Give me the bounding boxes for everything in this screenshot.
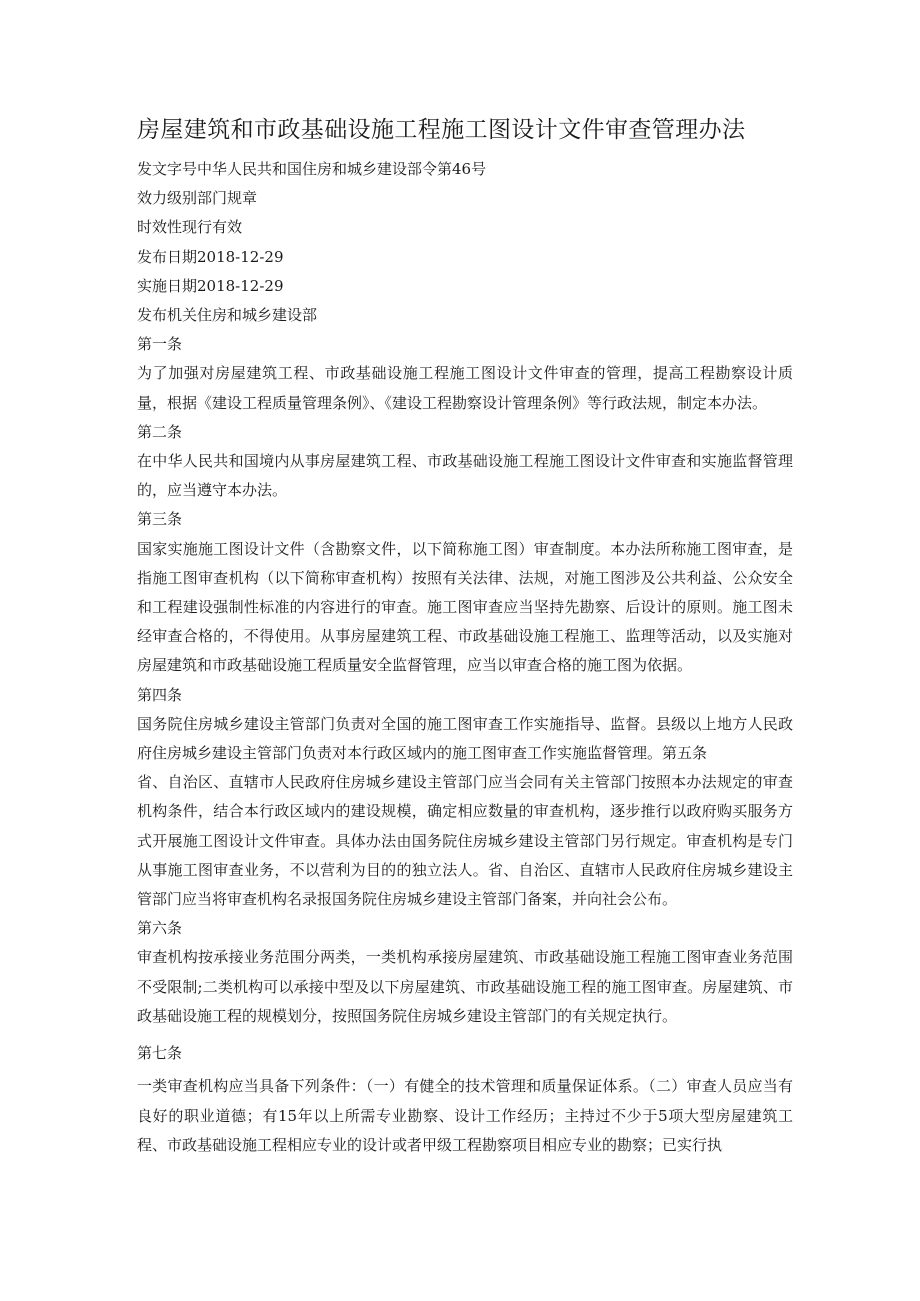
document-body xyxy=(137,155,793,1160)
meta-effect-level: 效力级别部门规章 xyxy=(137,189,258,208)
article-text: 审查机构按承接业务范围分两类，一类机构承接房屋建筑、市政基础设施工程施工图审查业务范围不受限制;二类机构可以承接中型及以下房屋建筑、市政基础设施工程的施工图审查。房屋建筑、市政基础设施工程的规模划分，按照国务院住房城乡建设主管部门的有关规定执行。 xyxy=(137,948,793,1025)
meta-document-number: 发文字号中华人民共和国住房和城乡建设部令第46号 xyxy=(137,160,487,178)
article-heading: 第七条 xyxy=(137,1044,183,1063)
article-text: 国家实施施工图设计文件（含勘察文件，以下简称施工图）审查制度。本办法所称施工图审查，是指施工图审查机构（以下简称审查机构）按照有关法律、法规，对施工图涉及公共利益、公众安全和工程建设强制性标准的内容进行的审查。施工图审查应当坚持先勘察、后设计的原则。施工图未经审查合格的，不得使用。从事房屋建筑工程、市政基础设施工程施工、监理等活动，以及实施对房屋建筑和市政基础设施工程质量安全监督管理，应当以审查合格的施工图为依据。 xyxy=(137,539,793,675)
article-text: 在中华人民共和国境内从事房屋建筑工程、市政基础设施工程施工图设计文件审查和实施监督管理的，应当遵守本办法。 xyxy=(137,452,793,500)
article-text: 省、自治区、直辖市人民政府住房城乡建设主管部门应当会同有关主管部门按照本办法规定的审查机构条件，结合本行政区域内的建设规模，确定相应数量的审查机构，逐步推行以政府购买服务方式开展施工图设计文件审查。具体办法由国务院住房城乡建设主管部门另行规定。审查机构是专门从事施工图审查业务，不以营利为目的的独立法人。省、自治区、直辖市人民政府住房城乡建设主管部门应当将审查机构名录报国务院住房城乡建设主管部门备案，并向社会公布。 xyxy=(137,773,793,909)
article-text: 国务院住房城乡建设主管部门负责对全国的施工图审查工作实施指导、监督。县级以上地方人民政府住房城乡建设主管部门负责对本行政区域内的施工图审查工作实施监督管理。第五条 xyxy=(137,714,793,763)
document-title: 房屋建筑和市政基础设施工程施工图设计文件审查管理办法 xyxy=(137,117,746,143)
article-text: 为了加强对房屋建筑工程、市政基础设施工程施工图设计文件审查的管理，提高工程勘察设计质量，根据《建设工程质量管理条例》、《建设工程勘察设计管理条例》等行政法规，制定本办法。 xyxy=(137,364,793,412)
article-heading: 第六条 xyxy=(137,919,183,938)
meta-issuing-authority: 发布机关住房和城乡建设部 xyxy=(137,306,318,325)
article-heading: 第三条 xyxy=(137,510,183,529)
article-heading: 第一条 xyxy=(137,335,183,354)
article-text: 一类审查机构应当具备下列条件：（一）有健全的技术管理和质量保证体系。（二）审查人员应当有良好的职业道德；有15年以上所需专业勘察、设计工作经历；主持过不少于5项大型房屋建筑工程、市政基础设施工程相应专业的设计或者甲级工程勘察项目相应专业的勘察；已实行执 xyxy=(137,1077,793,1154)
meta-publish-date: 发布日期2018-12-29 xyxy=(137,247,284,266)
meta-effective-date: 实施日期2018-12-29 xyxy=(137,276,284,295)
article-heading: 第四条 xyxy=(137,685,183,704)
article-heading: 第二条 xyxy=(137,422,183,441)
meta-validity: 时效性现行有效 xyxy=(137,218,243,237)
